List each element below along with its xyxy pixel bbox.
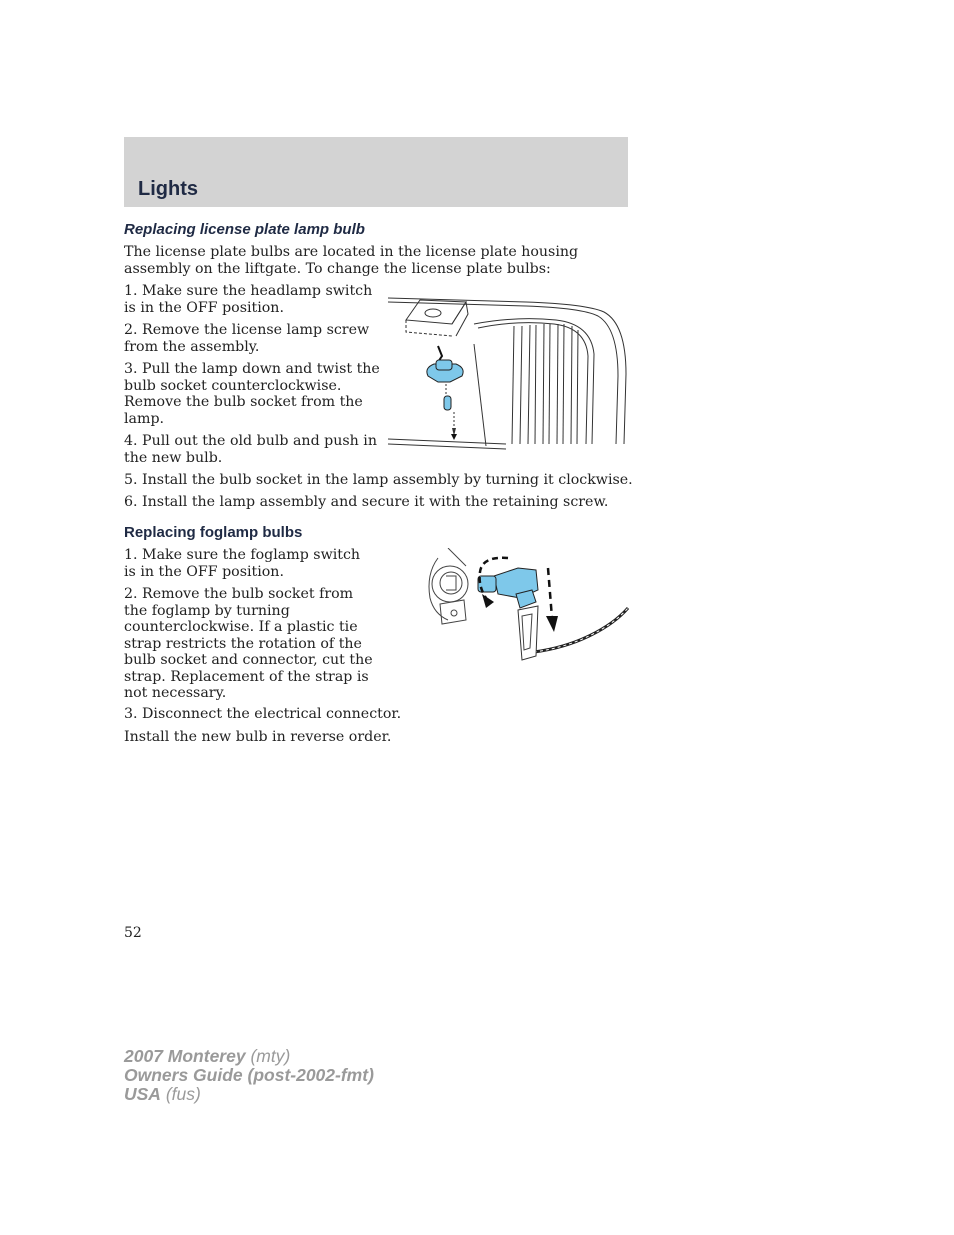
- license-intro: The license plate bulbs are located in the license plate housing assembly on the liftgate. To change the license plate bulbs:: [124, 244, 579, 277]
- page-number: 52: [124, 925, 142, 941]
- foglamp-step-3: 3. Disconnect the electrical connector.: [124, 706, 402, 722]
- license-lamp-illustration: [386, 284, 630, 450]
- foglamp-step-1: 1. Make sure the foglamp switch is in the OFF position.: [124, 547, 361, 580]
- license-step-3: 3. Pull the lamp down and twist the bulb socket counterclockwise. Remove the bulb socket from the lamp.: [124, 361, 380, 427]
- footer-region-code: (fus): [165, 1084, 201, 1104]
- license-step-6: 6. Install the lamp assembly and secure it with the retaining screw.: [124, 494, 609, 510]
- license-plate-heading: Replacing license plate lamp bulb: [124, 221, 365, 238]
- foglamp-step-2: 2. Remove the bulb socket from the foglamp by turning counterclockwise. If a plastic tie strap restricts the rotation of the bulb socket and connector, cut the strap. Replacement of the strap is not necessary.: [124, 586, 373, 701]
- license-step-2: 2. Remove the license lamp screw from the assembly.: [124, 322, 370, 355]
- license-step-1: 1. Make sure the headlamp switch is in the OFF position.: [124, 283, 373, 316]
- section-title: Lights: [138, 178, 198, 200]
- foglamp-heading: Replacing foglamp bulbs: [124, 524, 303, 541]
- document-footer: [124, 1047, 374, 1104]
- footer-guide: Owners Guide (post-2002-fmt): [124, 1065, 374, 1085]
- footer-model-code: (mty): [250, 1046, 291, 1066]
- footer-model: 2007 Monterey: [124, 1046, 246, 1066]
- license-step-5: 5. Install the bulb socket in the lamp assembly by turning it clockwise.: [124, 472, 633, 488]
- foglamp-illustration: [424, 548, 630, 670]
- license-step-4: 4. Pull out the old bulb and push in the new bulb.: [124, 433, 377, 466]
- section-header-band: [124, 137, 628, 207]
- foglamp-final-step: Install the new bulb in reverse order.: [124, 729, 392, 745]
- footer-region: USA: [124, 1084, 161, 1104]
